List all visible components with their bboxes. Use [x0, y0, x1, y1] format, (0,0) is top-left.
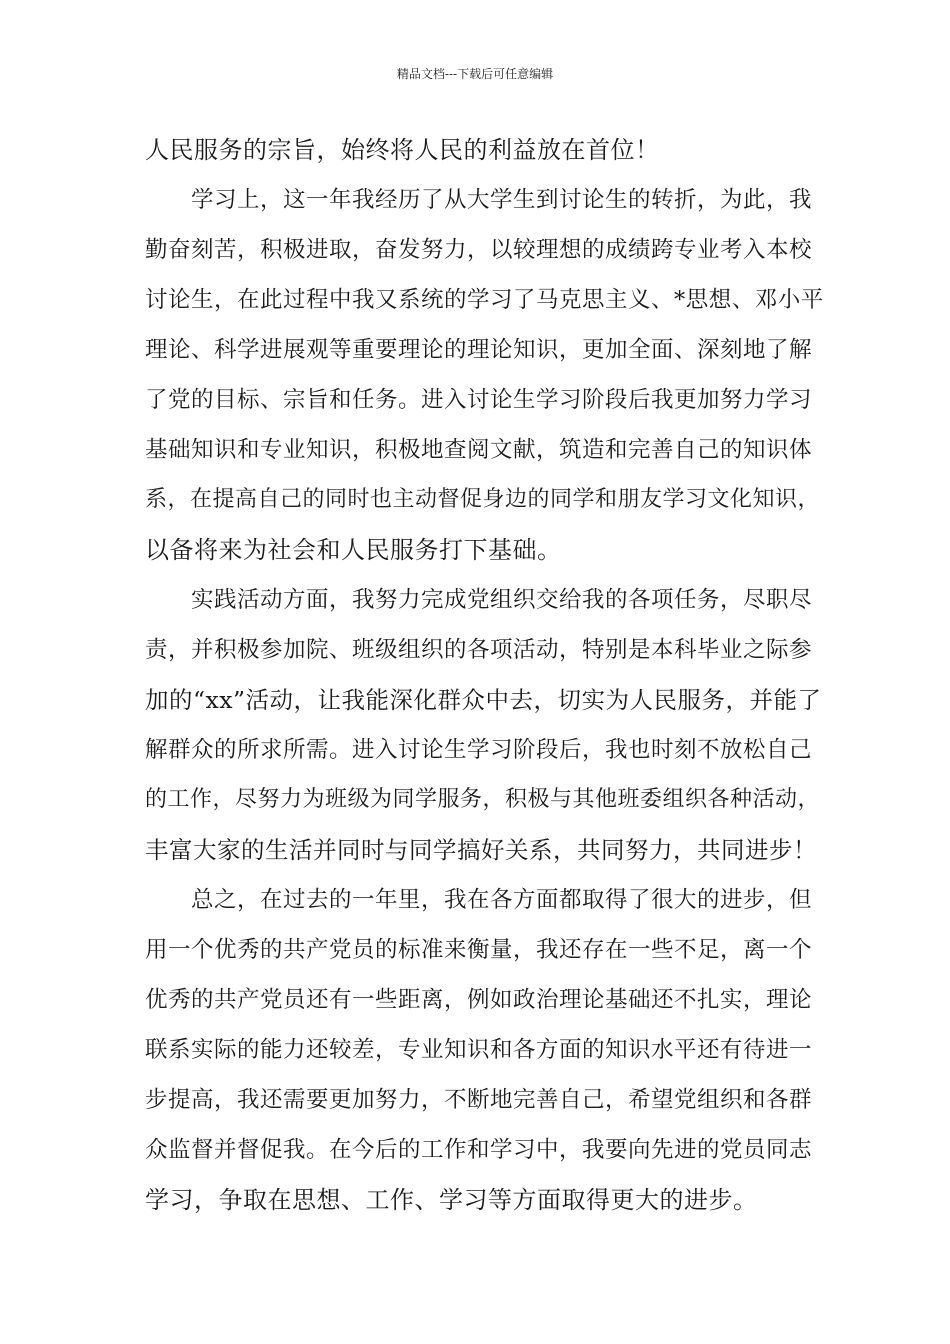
text-line: 了党的目标、宗旨和任务。进入讨论生学习阶段后我更加努力学习 — [145, 387, 813, 413]
text-line: 联系实际的能力还较差，专业知识和各方面的知识水平还有待进一 — [145, 1037, 813, 1063]
text-line: 总之，在过去的一年里，我在各方面都取得了很大的进步，但 — [145, 887, 813, 913]
text-line: 基础知识和专业知识，积极地查阅文献，筑造和完善自己的知识体 — [145, 437, 813, 463]
text-line: 优秀的共产党员还有一些距离，例如政治理论基础还不扎实，理论 — [145, 987, 813, 1013]
text-line: 丰富大家的生活并同时与同学搞好关系，共同努力，共同进步！ — [145, 836, 817, 864]
text-line: 解群众的所求所需。进入讨论生学习阶段后，我也时刻不放松自己 — [145, 737, 813, 763]
text-line: 讨论生，在此过程中我又系统的学习了马克思主义、*思想、邓小平 — [145, 287, 824, 313]
text-line: 系，在提高自己的同时也主动督促身边的同学和朋友学习文化知识， — [145, 487, 821, 512]
text-line: 勤奋刻苦，积极进取，奋发努力，以较理想的成绩跨专业考入本校 — [145, 237, 813, 263]
text-line: 人民服务的宗旨，始终将人民的利益放在首位！ — [145, 136, 660, 164]
text-line: 学习上，这一年我经历了从大学生到讨论生的转折，为此，我 — [145, 187, 813, 213]
text-line: 的工作，尽努力为班级为同学服务，积极与其他班委组织各种活动， — [145, 787, 821, 812]
text-line: 以备将来为社会和人民服务打下基础。 — [145, 536, 562, 564]
text-line: 加的“xx”活动，让我能深化群众中去，切实为人民服务，并能了 — [145, 686, 822, 714]
text-line: 众监督并督促我。在今后的工作和学习中，我要向先进的党员同志 — [145, 1137, 813, 1163]
page-header: 精品文档---下载后可任意编辑 — [396, 67, 554, 81]
text-line: 实践活动方面，我努力完成党组织交给我的各项任务，尽职尽 — [145, 587, 813, 613]
text-line: 学习，争取在思想、工作、学习等方面取得更大的进步。 — [145, 1186, 758, 1214]
text-line: 理论、科学进展观等重要理论的理论知识，更加全面、深刻地了解 — [145, 337, 813, 363]
text-line: 用一个优秀的共产党员的标准来衡量，我还存在一些不足，离一个 — [145, 937, 813, 963]
text-line: 步提高，我还需要更加努力，不断地完善自己，希望党组织和各群 — [145, 1087, 813, 1113]
text-line: 责，并积极参加院、班级组织的各项活动，特别是本科毕业之际参 — [145, 637, 813, 663]
